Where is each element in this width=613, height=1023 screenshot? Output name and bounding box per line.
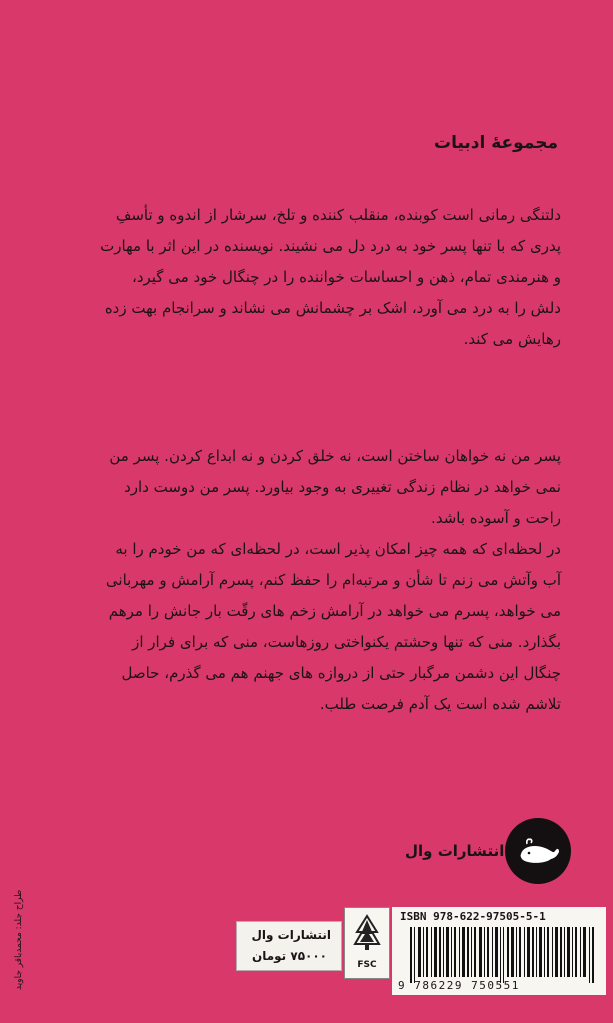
fsc-tree-icon <box>345 908 389 958</box>
excerpt-line: نمی خواهد در نظام زندگی تغییری به وجود بیاورد. پسر من دوست دارد <box>124 478 561 496</box>
price-sticker <box>236 921 342 971</box>
excerpt-line: آب وآتش می زنم تا شأن و مرتبه‌ام را حفظ کنم، پسرم آرامش و مهربانی <box>105 571 561 589</box>
blurb-line: و هنرمندی تمام، ذهن و احساسات خواننده را در چنگال خود می گیرد، <box>131 268 561 286</box>
fsc-mark <box>344 907 390 979</box>
whale-logo-icon <box>505 818 571 884</box>
blurb-line: پدری که با تنها پسر خود به درد دل می نشیند. نویسنده در این اثر با مهارت <box>100 237 561 255</box>
barcode-block <box>392 907 606 995</box>
excerpt-line: راحت و آسوده باشد. <box>431 509 561 527</box>
excerpt-line: می خواهد، پسرم می خواهد در آرامش زخم های رقّت بار جانش را مرهم <box>108 602 561 620</box>
barcode-icon <box>410 927 596 983</box>
blurb-line: دلتنگی رمانی است کوبنده، منقلب کننده و تلخ، سرشار از اندوه و تأسفِ <box>115 206 561 224</box>
excerpt-line: تلاشم شده است یک آدم فرصت طلب. <box>319 695 561 713</box>
sticker-publisher: انتشارات وال <box>251 928 331 942</box>
blurb-line: رهایش می کند. <box>463 330 561 348</box>
excerpt-line: در لحظه‌ای که همه چیز امکان پذیر است، در لحظه‌ای که من خودم را به <box>115 540 561 558</box>
isbn-text: ISBN 978-622-97505-5-1 <box>400 910 546 923</box>
series-title: مجموعهٔ ادبیات <box>433 133 558 153</box>
blurb-line: دلش را به درد می آورد، اشک بر چشمانش می نشاند و سرانجام بهت زده <box>104 299 561 317</box>
publisher-name: انتشارات وال <box>405 842 505 860</box>
excerpt-paragraph <box>46 441 561 720</box>
barcode-digits: 9 786229 750551 <box>398 979 520 992</box>
sticker-price: ۷۵۰۰۰ تومان <box>251 949 327 963</box>
blurb-paragraph <box>46 200 561 355</box>
excerpt-line: پسر من نه خواهان ساختن است، نه خلق کردن و نه ابداع کردن. پسر من <box>109 447 561 465</box>
excerpt-line: بگذارد. منی که تنها وحشتم یکنواختی روزهاست، منی که برای فرار از <box>132 633 561 651</box>
cover-designer-credit: طراح جلد: محمدباقر جاوید <box>14 889 24 990</box>
fsc-label: FSC <box>357 960 377 970</box>
excerpt-line: چنگال این دشمن مرگبار حتی از دروازه های جهنم هم می گذرم، حاصل <box>121 664 561 682</box>
